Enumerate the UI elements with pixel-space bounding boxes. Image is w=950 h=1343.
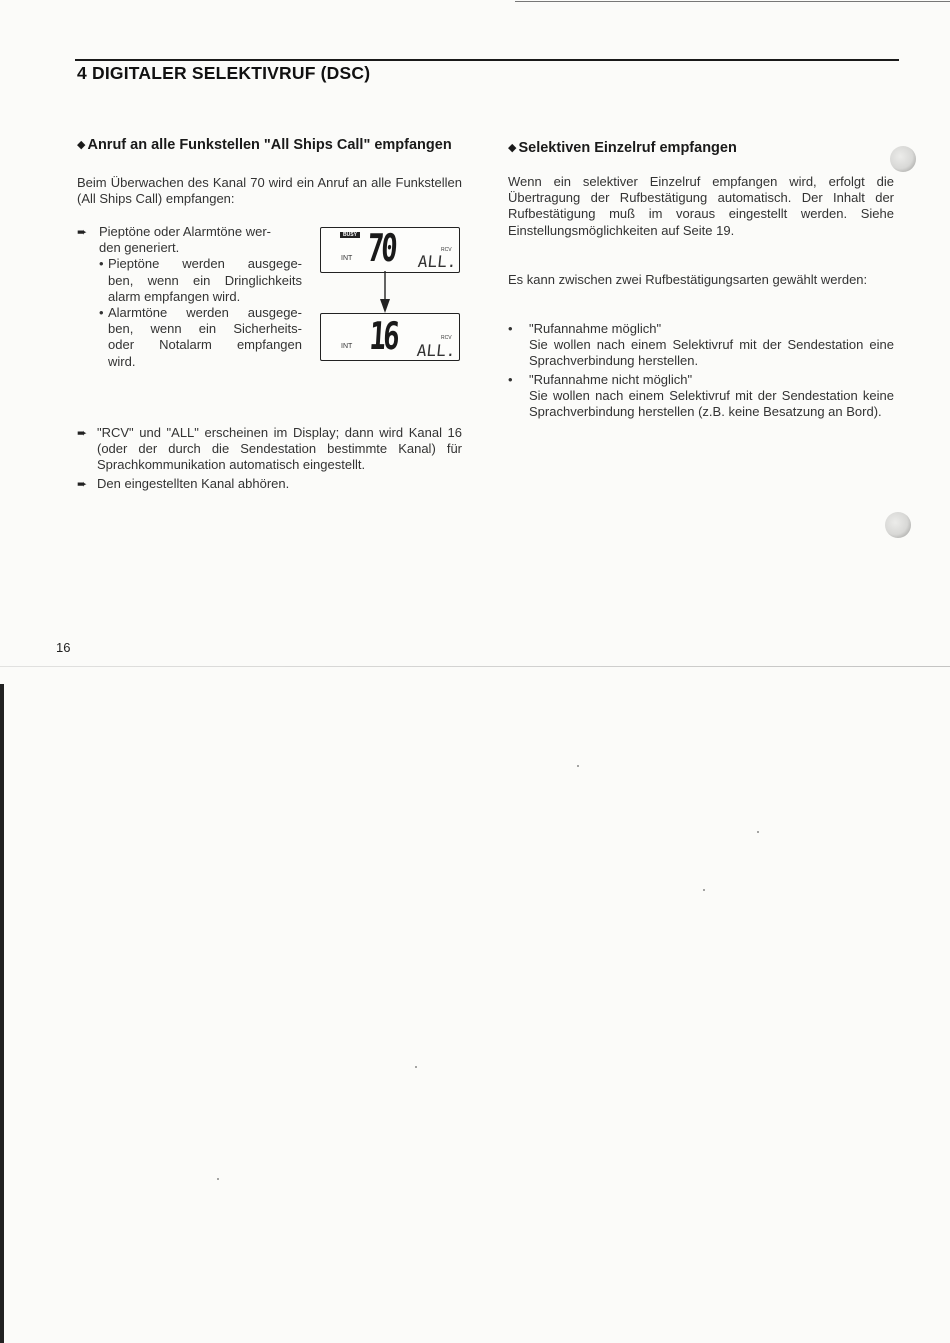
- sub-a-line: alarm empfangen wird.: [108, 288, 241, 304]
- arrow-right-icon: ➨: [77, 225, 88, 239]
- step-1-line: Pieptöne oder Alarmtöne wer-: [99, 224, 271, 239]
- scan-speck: [415, 1066, 417, 1068]
- busy-indicator: BUSY: [340, 232, 360, 238]
- step-1-line: den generiert.: [99, 240, 180, 256]
- sub-a-line: Pieptöne werden ausgege-: [108, 256, 302, 272]
- scan-speck: [703, 889, 705, 891]
- left-intro-paragraph: Beim Überwachen des Kanal 70 wird ein Anruf an alle Funkstellen (All Ships Call) empfangen:: [77, 175, 462, 207]
- lcd-display-channel-16: [320, 313, 460, 361]
- bullet-icon: •: [508, 372, 513, 387]
- right-paragraph-1: Wenn ein selektiver Einzelruf empfangen wird, erfolgt die Übertragung der Rufbestätigung automatisch. Der Inhalt der Rufbestätigung muß im voraus eingestellt werden. Siehe Einstellungsmöglichkeiten auf Seite 19.: [508, 174, 894, 238]
- punch-hole-top: [890, 146, 916, 172]
- top-edge-line: [515, 1, 950, 2]
- step-3: [77, 476, 462, 492]
- option-1-title: "Rufannahme möglich": [529, 321, 662, 336]
- page-number: 16: [56, 640, 71, 655]
- right-section-heading: [508, 140, 893, 158]
- option-1-desc: Sie wollen nach einem Selektivruf mit der Sendestation eine Sprachverbindung herstellen.: [529, 337, 894, 369]
- int-indicator: INT: [341, 255, 353, 262]
- bullet-icon: •: [99, 256, 104, 272]
- page-fold-line: [0, 666, 950, 667]
- left-heading-text: Anruf an alle Funkstellen "All Ships Call" empfangen: [87, 137, 452, 153]
- option-2-title: "Rufannahme nicht möglich": [529, 372, 693, 387]
- option-1: [508, 321, 894, 370]
- sub-b-line: Alarmtöne werden ausgege-: [108, 305, 302, 321]
- step-1: [77, 224, 302, 370]
- right-heading-text: Selektiven Einzelruf empfangen: [518, 140, 737, 156]
- scan-speck: [217, 1178, 219, 1180]
- option-2-desc: Sie wollen nach einem Selektivruf mit der Sendestation keine Sprachverbindung herstellen (z.B. keine Besatzung an Bord).: [529, 388, 894, 420]
- scan-speck: [577, 765, 579, 767]
- sub-b-line: ben, wenn ein Sicherheits-: [108, 321, 302, 337]
- diamond-icon: ◆: [77, 139, 86, 151]
- step-3-text: Den eingestellten Kanal abhören.: [97, 476, 290, 491]
- punch-hole-bottom: [885, 512, 911, 538]
- bullet-icon: •: [508, 321, 513, 336]
- diamond-icon: ◆: [508, 142, 517, 154]
- channel-number: 16: [368, 314, 399, 358]
- arrow-down-icon: [378, 271, 392, 315]
- chapter-title: 4 DIGITALER SELEKTIVRUF (DSC): [77, 63, 371, 83]
- scan-edge-bar: [0, 684, 4, 1343]
- sub-b-line: oder Notalarm empfangen: [108, 337, 302, 353]
- left-section-heading: [77, 137, 457, 155]
- step-1-sub-a: [99, 256, 302, 305]
- channel-number: 70: [366, 226, 397, 270]
- int-indicator: INT: [341, 343, 353, 350]
- step-2-text: "RCV" und "ALL" erscheinen im Display; dann wird Kanal 16 (oder der durch die Sendestation bestimmte Kanal) für Sprachkommunikation automatisch eingestellt.: [97, 425, 462, 473]
- right-paragraph-2: Es kann zwischen zwei Rufbestätigungsarten gewählt werden:: [508, 272, 868, 287]
- lcd-display-channel-70: [320, 227, 460, 273]
- rcv-indicator: RCV: [441, 335, 452, 341]
- step-1-sub-b: [99, 305, 302, 370]
- all-text: ALL.: [416, 341, 457, 360]
- scan-speck: [757, 831, 759, 833]
- arrow-right-icon: ➨: [77, 477, 88, 491]
- all-text: ALL.: [417, 252, 458, 271]
- header-rule: [75, 59, 899, 61]
- step-2: [77, 425, 462, 474]
- option-2: [508, 372, 894, 421]
- sub-b-line: wird.: [108, 353, 136, 369]
- arrow-right-icon: ➨: [77, 426, 88, 440]
- rcv-indicator: RCV: [441, 247, 452, 253]
- bullet-icon: •: [99, 305, 104, 321]
- sub-a-line: ben, wenn ein Dringlichkeits: [108, 272, 302, 288]
